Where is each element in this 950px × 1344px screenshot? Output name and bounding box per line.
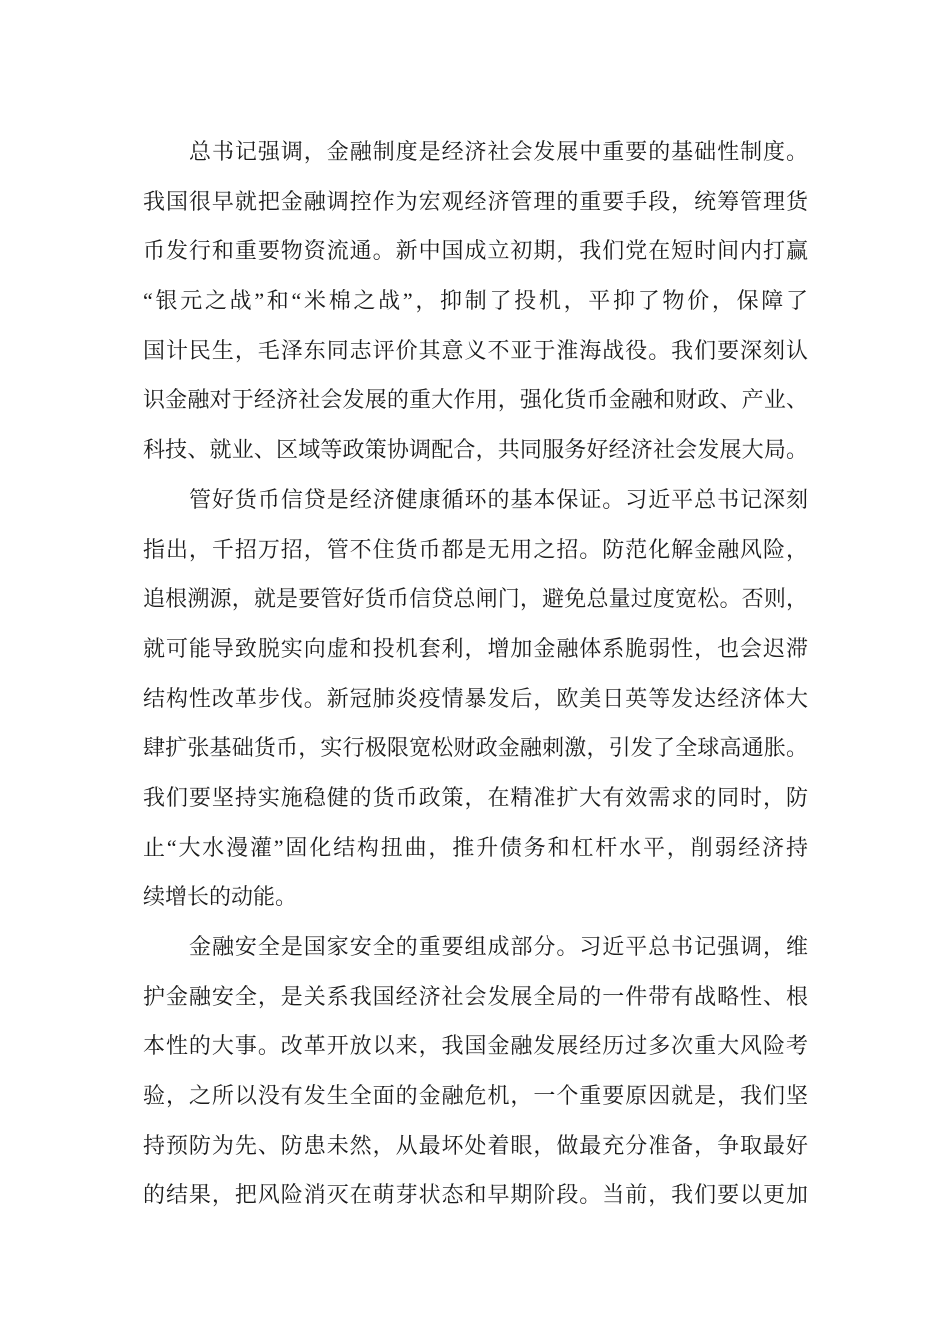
text-line: 结构性改革步伐。新冠肺炎疫情暴发后，欧美日英等发达经济体大	[143, 685, 808, 711]
text-line: 持预防为先、防患未然，从最坏处着眼，做最充分准备，争取最好	[143, 1132, 808, 1158]
text-line: 就可能导致脱实向虚和投机套利，增加金融体系脆弱性，也会迟滞	[143, 635, 808, 661]
text-line: 管好货币信贷是经济健康循环的基本保证。习近平总书记深刻	[189, 486, 808, 512]
text-line: 币发行和重要物资流通。新中国成立初期，我们党在短时间内打赢	[143, 238, 808, 264]
text-line: “银元之战”和“米棉之战”，抑制了投机，平抑了物价，保障了	[143, 288, 808, 314]
text-line: 止“大水漫灌”固化结构扭曲，推升债务和杠杆水平，削弱经济持	[143, 834, 808, 860]
text-line: 验，之所以没有发生全面的金融危机，一个重要原因就是，我们坚	[143, 1083, 808, 1109]
text-line: 指出，千招万招，管不住货币都是无用之招。防范化解金融风险，	[143, 536, 808, 562]
paragraph	[143, 127, 808, 475]
text-line: 总书记强调，金融制度是经济社会发展中重要的基础性制度。	[189, 139, 808, 164]
text-line: 科技、就业、区域等政策协调配合，共同服务好经济社会发展大局。	[143, 437, 808, 463]
text-line: 国计民生，毛泽东同志评价其意义不亚于淮海战役。我们要深刻认	[143, 337, 808, 363]
text-line: 我国很早就把金融调控作为宏观经济管理的重要手段，统筹管理货	[143, 188, 808, 214]
text-line: 追根溯源，就是要管好货币信贷总闸门，避免总量过度宽松。否则，	[143, 586, 808, 612]
text-line: 护金融安全，是关系我国经济社会发展全局的一件带有战略性、根	[143, 983, 808, 1009]
text-line: 识金融对于经济社会发展的重大作用，强化货币金融和财政、产业、	[143, 387, 808, 413]
text-line: 我们要坚持实施稳健的货币政策，在精准扩大有效需求的同时，防	[143, 784, 808, 810]
paragraph	[143, 922, 808, 1220]
document-text-block	[143, 127, 808, 1220]
paragraph	[143, 475, 808, 922]
text-line: 续增长的动能。	[143, 884, 298, 910]
text-line: 金融安全是国家安全的重要组成部分。习近平总书记强调，维	[189, 934, 808, 959]
text-line: 的结果，把风险消灭在萌芽状态和早期阶段。当前，我们要以更加	[143, 1182, 808, 1208]
text-line: 肆扩张基础货币，实行极限宽松财政金融刺激，引发了全球高通胀。	[143, 735, 808, 761]
text-line: 本性的大事。改革开放以来，我国金融发展经历过多次重大风险考	[143, 1033, 808, 1059]
